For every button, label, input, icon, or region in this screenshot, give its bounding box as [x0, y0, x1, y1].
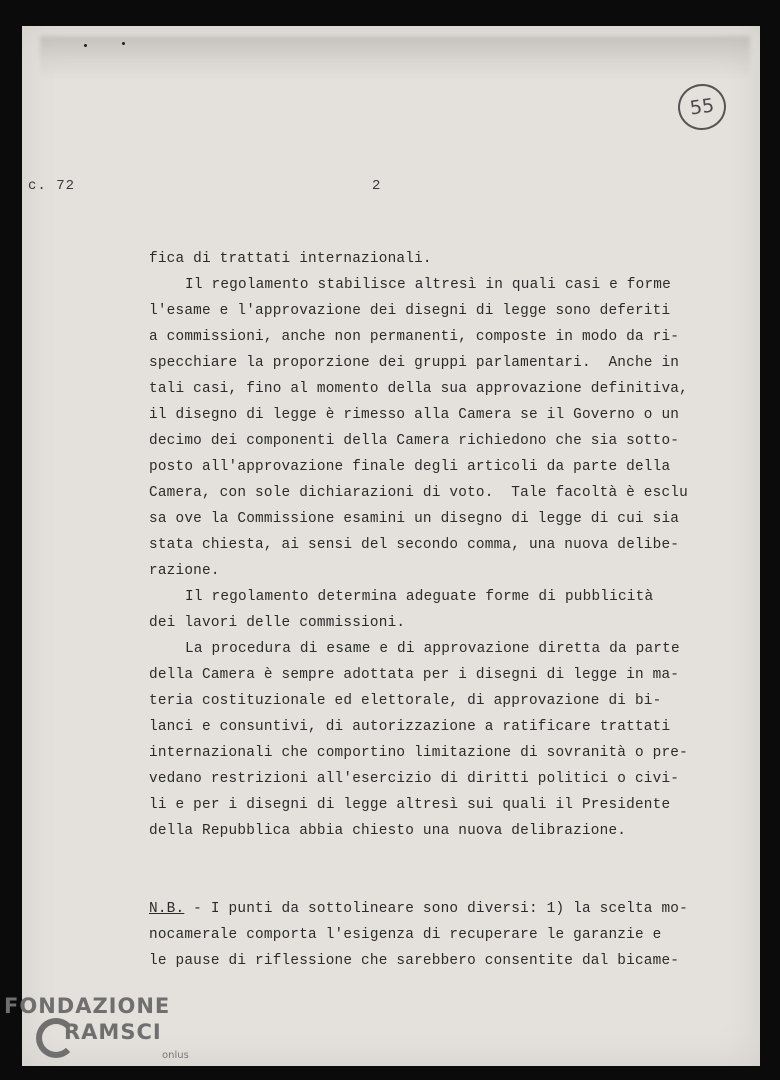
page-number: 2 — [372, 178, 381, 194]
text-line: della Camera è sempre adottata per i disegni di legge in ma- — [149, 667, 680, 683]
text-line: decimo dei componenti della Camera richiedono che sia sotto- — [149, 433, 680, 449]
note-first-line — [149, 896, 709, 922]
watermark-logo — [4, 994, 189, 1061]
text-line: li e per i disegni di legge altresì sui quali il Presidente — [149, 797, 671, 813]
text-line: posto all'approvazione finale degli articoli da parte della — [149, 459, 671, 475]
text-line: razione. — [149, 563, 220, 579]
note-label: N.B. — [149, 901, 185, 917]
note-line: le pause di riflessione che sarebbero consentite dal bicame- — [149, 953, 680, 969]
watermark-line3: onlus — [162, 1050, 189, 1061]
text-line: fica di trattati internazionali. — [149, 251, 432, 267]
scan-shadow — [40, 36, 750, 80]
text-line: vedano restrizioni all'esercizio di diritti politici o civi- — [149, 771, 680, 787]
text-line: La procedura di esame e di approvazione diretta da parte — [185, 641, 680, 657]
text-lines — [149, 246, 709, 844]
text-line: dei lavori delle commissioni. — [149, 615, 406, 631]
archive-stamp-number: 55 — [675, 81, 729, 133]
g-logo-icon — [36, 1018, 76, 1058]
ink-speck — [122, 42, 125, 45]
watermark-line2: RAMSCI — [64, 1020, 162, 1044]
ink-speck — [84, 44, 87, 47]
text-line: Il regolamento determina adeguate forme di pubblicità — [185, 589, 654, 605]
text-line: sa ove la Commissione esamini un disegno di legge di cui sia — [149, 511, 680, 527]
document-reference: c. 72 — [28, 178, 76, 194]
text-line: Camera, con sole dichiarazioni di voto. Tale facoltà è esclu — [149, 485, 688, 501]
text-line: Il regolamento stabilisce altresì in quali casi e forme — [185, 277, 671, 293]
text-line: il disegno di legge è rimesso alla Camera se il Governo o un — [149, 407, 680, 423]
watermark-line1: FONDAZIONE — [4, 994, 171, 1018]
document-page — [22, 26, 760, 1066]
text-line: tali casi, fino al momento della sua approvazione definitiva, — [149, 381, 688, 397]
note-text: - I punti da sottolineare sono diversi: 1) la scelta mo- — [184, 901, 688, 917]
text-line: lanci e consuntivi, di autorizzazione a ratificare trattati — [149, 719, 671, 735]
text-line: stata chiesta, ai sensi del secondo comma, una nuova delibe- — [149, 537, 680, 553]
text-line: della Repubblica abbia chiesto una nuova delibrazione. — [149, 823, 627, 839]
text-line: internazionali che comportino limitazione di sovranità o pre- — [149, 745, 688, 761]
text-line: teria costituzionale ed elettorale, di approvazione di bi- — [149, 693, 662, 709]
body-text — [149, 246, 709, 974]
note-line: nocamerale comporta l'esigenza di recuperare le garanzie e — [149, 927, 662, 943]
note-lines — [149, 922, 709, 974]
text-line: l'esame e l'approvazione dei disegni di legge sono deferiti — [149, 303, 671, 319]
text-line: a commissioni, anche non permanenti, composte in modo da ri- — [149, 329, 680, 345]
text-line: specchiare la proporzione dei gruppi parlamentari. Anche in — [149, 355, 680, 371]
